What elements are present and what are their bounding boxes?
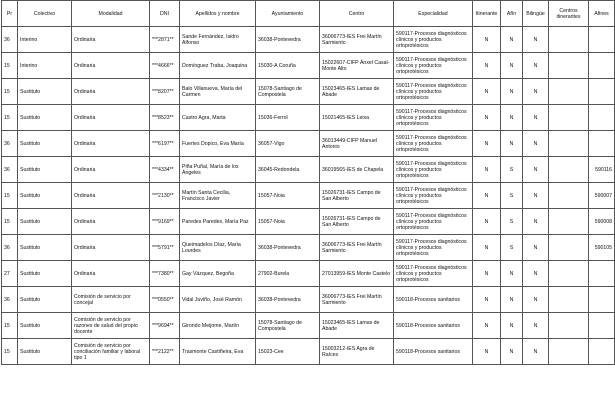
cell-bilingue: N: [523, 183, 549, 209]
cell-ayuntamiento: 36038-Pontevedra: [256, 287, 320, 313]
cell-centro: 36006773-IES Frei Martín Sarmiento: [320, 235, 394, 261]
cell-especialidad: 590117-Procesos diagnósticos clínicos y productos ortoprotésicos: [394, 79, 473, 105]
cell-centros-itinerantes: [549, 313, 589, 339]
cell-dni: ***9694**: [150, 313, 180, 339]
cell-centro: 15026731-IES Campo de San Alberto: [320, 209, 394, 235]
cell-centros-itinerantes: [549, 105, 589, 131]
cell-apellidos: Gay Vázquez, Begoña: [180, 261, 256, 287]
cell-modalidad: Comisión de servicio por conciliación familiar y laboral tipo 1: [72, 339, 150, 365]
cell-bilingue: N: [523, 209, 549, 235]
assignments-table: [1, 0, 615, 365]
cell-itinerante: N: [473, 339, 501, 365]
cell-modalidad: Ordinaria: [72, 261, 150, 287]
table-row: [2, 131, 615, 157]
cell-pr: 15: [2, 105, 18, 131]
cell-apellidos: Trasmonte Castiñeira, Eva: [180, 339, 256, 365]
cell-pr: 27: [2, 261, 18, 287]
cell-pr: 15: [2, 53, 18, 79]
cell-afines: 590007: [589, 183, 615, 209]
cell-afines: 590105: [589, 235, 615, 261]
cell-especialidad: 590117-Procesos diagnósticos clínicos y productos ortoprotésicos: [394, 105, 473, 131]
cell-bilingue: N: [523, 157, 549, 183]
cell-bilingue: N: [523, 105, 549, 131]
cell-pr: 15: [2, 79, 18, 105]
cell-centros-itinerantes: [549, 53, 589, 79]
cell-centros-itinerantes: [549, 287, 589, 313]
cell-dni: ***5791**: [150, 235, 180, 261]
cell-pr: 36: [2, 157, 18, 183]
header-centros-itinerantes: Centros itinerantes: [549, 1, 589, 27]
cell-itinerante: N: [473, 313, 501, 339]
cell-itinerante: N: [473, 157, 501, 183]
cell-centros-itinerantes: [549, 131, 589, 157]
cell-colectivo: Sustituto: [18, 313, 72, 339]
cell-afines: [589, 261, 615, 287]
cell-afines: [589, 105, 615, 131]
cell-centros-itinerantes: [549, 261, 589, 287]
cell-modalidad: Ordinaria: [72, 235, 150, 261]
cell-colectivo: Sustituto: [18, 131, 72, 157]
cell-afin: N: [501, 339, 523, 365]
table-row: [2, 183, 615, 209]
cell-dni: ***9169**: [150, 209, 180, 235]
cell-bilingue: N: [523, 131, 549, 157]
cell-dni: ***2871**: [150, 27, 180, 53]
cell-apellidos: Castro Agra, Marta: [180, 105, 256, 131]
cell-afines: [589, 339, 615, 365]
cell-ayuntamiento: 36057-Vigo: [256, 131, 320, 157]
cell-centro: 15026731-IES Campo de San Alberto: [320, 183, 394, 209]
cell-pr: 36: [2, 27, 18, 53]
cell-pr: 15: [2, 339, 18, 365]
cell-modalidad: Ordinaria: [72, 79, 150, 105]
header-ayuntamiento: Ayuntamiento: [256, 1, 320, 27]
cell-centros-itinerantes: [549, 79, 589, 105]
header-especialidad: Especialidad: [394, 1, 473, 27]
cell-modalidad: Ordinaria: [72, 183, 150, 209]
cell-dni: ***2130**: [150, 183, 180, 209]
cell-ayuntamiento: 15078-Santiago de Compostela: [256, 313, 320, 339]
cell-itinerante: N: [473, 209, 501, 235]
table-row: [2, 313, 615, 339]
cell-centros-itinerantes: [549, 157, 589, 183]
cell-modalidad: Ordinaria: [72, 27, 150, 53]
cell-bilingue: N: [523, 313, 549, 339]
table-row: [2, 53, 615, 79]
cell-especialidad: 590117-Procesos diagnósticos clínicos y productos ortoprotésicos: [394, 235, 473, 261]
table-header: [2, 1, 615, 27]
cell-apellidos: Balo Villanueva, María del Carmen: [180, 79, 256, 105]
cell-centro: 36006773-IES Frei Martín Sarmiento: [320, 27, 394, 53]
cell-afines: [589, 27, 615, 53]
cell-colectivo: Sustituto: [18, 157, 72, 183]
cell-centros-itinerantes: [549, 209, 589, 235]
cell-colectivo: Sustituto: [18, 183, 72, 209]
cell-colectivo: Sustituto: [18, 209, 72, 235]
cell-especialidad: 590118-Procesos sanitarios: [394, 339, 473, 365]
cell-especialidad: 590118-Procesos sanitarios: [394, 313, 473, 339]
header-row: [2, 1, 615, 27]
cell-apellidos: Girondo Meijome, Martín: [180, 313, 256, 339]
cell-pr: 15: [2, 313, 18, 339]
cell-bilingue: N: [523, 339, 549, 365]
cell-centro: 15021465-IES Leixa: [320, 105, 394, 131]
cell-colectivo: Sustituto: [18, 339, 72, 365]
cell-colectivo: Sustituto: [18, 261, 72, 287]
header-pr: Pr: [2, 1, 18, 27]
cell-colectivo: Interino: [18, 53, 72, 79]
cell-especialidad: 590117-Procesos diagnósticos clínicos y productos ortoprotésicos: [394, 131, 473, 157]
cell-afines: 590008: [589, 209, 615, 235]
cell-itinerante: N: [473, 235, 501, 261]
cell-colectivo: Sustituto: [18, 287, 72, 313]
header-apellidos: Apellidos y nombre: [180, 1, 256, 27]
cell-apellidos: Piña Puñal, María de los Ángeles: [180, 157, 256, 183]
cell-afines: [589, 131, 615, 157]
cell-dni: ***7380**: [150, 261, 180, 287]
cell-dni: ***2122**: [150, 339, 180, 365]
cell-afin: N: [501, 79, 523, 105]
cell-ayuntamiento: 27902-Burela: [256, 261, 320, 287]
cell-centros-itinerantes: [549, 183, 589, 209]
cell-modalidad: Ordinaria: [72, 131, 150, 157]
cell-afin: S: [501, 183, 523, 209]
cell-apellidos: Vidal Juviño, José Ramón: [180, 287, 256, 313]
cell-modalidad: Ordinaria: [72, 105, 150, 131]
cell-ayuntamiento: 15030-A Coruña: [256, 53, 320, 79]
cell-afin: N: [501, 131, 523, 157]
cell-ayuntamiento: 15057-Noia: [256, 209, 320, 235]
cell-bilingue: N: [523, 79, 549, 105]
cell-ayuntamiento: 15078-Santiago de Compostela: [256, 79, 320, 105]
cell-dni: ***8207**: [150, 79, 180, 105]
cell-modalidad: Ordinaria: [72, 209, 150, 235]
cell-especialidad: 590117-Procesos diagnósticos clínicos y productos ortoprotésicos: [394, 209, 473, 235]
cell-itinerante: N: [473, 287, 501, 313]
cell-centro: 27013959-IES Monte Castelo: [320, 261, 394, 287]
cell-especialidad: 590117-Procesos diagnósticos clínicos y productos ortoprotésicos: [394, 157, 473, 183]
cell-centros-itinerantes: [549, 339, 589, 365]
table-row: [2, 235, 615, 261]
cell-centro: 36006773-IES Frei Martín Sarmiento: [320, 287, 394, 313]
cell-especialidad: 590117-Procesos diagnósticos clínicos y productos ortoprotésicos: [394, 27, 473, 53]
cell-especialidad: 590117-Procesos diagnósticos clínicos y productos ortoprotésicos: [394, 183, 473, 209]
header-itinerante: Itinerante: [473, 1, 501, 27]
table-row: [2, 261, 615, 287]
cell-afin: N: [501, 287, 523, 313]
cell-dni: ***4334**: [150, 157, 180, 183]
table-row: [2, 209, 615, 235]
cell-bilingue: N: [523, 27, 549, 53]
cell-apellidos: Martín Santa Cecilia, Francisco Javier: [180, 183, 256, 209]
header-dni: DNI: [150, 1, 180, 27]
cell-colectivo: Interino: [18, 27, 72, 53]
cell-afines: [589, 313, 615, 339]
cell-colectivo: Sustituto: [18, 235, 72, 261]
cell-itinerante: N: [473, 79, 501, 105]
cell-ayuntamiento: 36038-Pontevedra: [256, 235, 320, 261]
cell-centro: 15023465-IES Lamas de Abade: [320, 79, 394, 105]
cell-itinerante: N: [473, 53, 501, 79]
cell-afin: N: [501, 261, 523, 287]
header-centro: Centro: [320, 1, 394, 27]
cell-pr: 15: [2, 183, 18, 209]
table-row: [2, 287, 615, 313]
cell-modalidad: Comisión de servicio por razones de salud del propio docente: [72, 313, 150, 339]
cell-ayuntamiento: 15057-Noia: [256, 183, 320, 209]
cell-afin: N: [501, 105, 523, 131]
cell-ayuntamiento: 36038-Pontevedra: [256, 27, 320, 53]
cell-afines: [589, 287, 615, 313]
cell-pr: 36: [2, 131, 18, 157]
cell-ayuntamiento: 15023-Cee: [256, 339, 320, 365]
cell-modalidad: Ordinaria: [72, 157, 150, 183]
cell-bilingue: N: [523, 261, 549, 287]
cell-especialidad: 590118-Procesos sanitarios: [394, 287, 473, 313]
cell-centros-itinerantes: [549, 27, 589, 53]
header-bilingue: Bilingüe: [523, 1, 549, 27]
cell-afin: S: [501, 209, 523, 235]
cell-centros-itinerantes: [549, 235, 589, 261]
cell-apellidos: Queimadelos Díaz, María Lourdes: [180, 235, 256, 261]
cell-itinerante: N: [473, 261, 501, 287]
cell-modalidad: Comisión de servicio por concejal: [72, 287, 150, 313]
cell-pr: 36: [2, 235, 18, 261]
header-afines: Afines: [589, 1, 615, 27]
cell-especialidad: 590117-Procesos diagnósticos clínicos y productos ortoprotésicos: [394, 261, 473, 287]
cell-itinerante: N: [473, 105, 501, 131]
cell-bilingue: N: [523, 287, 549, 313]
table-row: [2, 27, 615, 53]
header-colectivo: Colectivo: [18, 1, 72, 27]
cell-afines: [589, 53, 615, 79]
cell-apellidos: Domínguez Traba, Joaquina: [180, 53, 256, 79]
cell-colectivo: Sustituto: [18, 79, 72, 105]
cell-dni: ***4666**: [150, 53, 180, 79]
cell-bilingue: N: [523, 235, 549, 261]
cell-apellidos: Paredes Paredes, María Paz: [180, 209, 256, 235]
cell-centro: 15003212-IES Agra de Raíces: [320, 339, 394, 365]
table-row: [2, 339, 615, 365]
cell-centro: 36019565-IES de Chapela: [320, 157, 394, 183]
header-afin: Afín: [501, 1, 523, 27]
cell-ayuntamiento: 36045-Redondela: [256, 157, 320, 183]
cell-pr: 36: [2, 287, 18, 313]
table-row: [2, 105, 615, 131]
table-row: [2, 79, 615, 105]
cell-modalidad: Ordinaria: [72, 53, 150, 79]
cell-afin: N: [501, 27, 523, 53]
cell-dni: ***0550**: [150, 287, 180, 313]
cell-apellidos: Fuertes Dopico, Eva María: [180, 131, 256, 157]
table-body: [2, 27, 615, 365]
cell-afines: 590116: [589, 157, 615, 183]
header-modalidad: Modalidad: [72, 1, 150, 27]
cell-afin: N: [501, 53, 523, 79]
cell-dni: ***8523**: [150, 105, 180, 131]
cell-apellidos: Sande Fernández, Isidro Alfonso: [180, 27, 256, 53]
cell-centro: 15023465-IES Lamas de Abade: [320, 313, 394, 339]
cell-afin: S: [501, 235, 523, 261]
cell-colectivo: Sustituto: [18, 105, 72, 131]
cell-centro: 36013449-CIFP Manuel Antonio: [320, 131, 394, 157]
cell-itinerante: N: [473, 27, 501, 53]
cell-bilingue: N: [523, 53, 549, 79]
cell-itinerante: N: [473, 131, 501, 157]
cell-afin: N: [501, 313, 523, 339]
cell-afines: [589, 79, 615, 105]
cell-itinerante: N: [473, 183, 501, 209]
cell-afin: S: [501, 157, 523, 183]
cell-especialidad: 590117-Procesos diagnósticos clínicos y productos ortoprotésicos: [394, 53, 473, 79]
cell-ayuntamiento: 15036-Ferrol: [256, 105, 320, 131]
table-row: [2, 157, 615, 183]
cell-centro: 15022607-CIFP Ánxel Casal-Monte Alto: [320, 53, 394, 79]
cell-pr: 15: [2, 209, 18, 235]
cell-dni: ***6197**: [150, 131, 180, 157]
